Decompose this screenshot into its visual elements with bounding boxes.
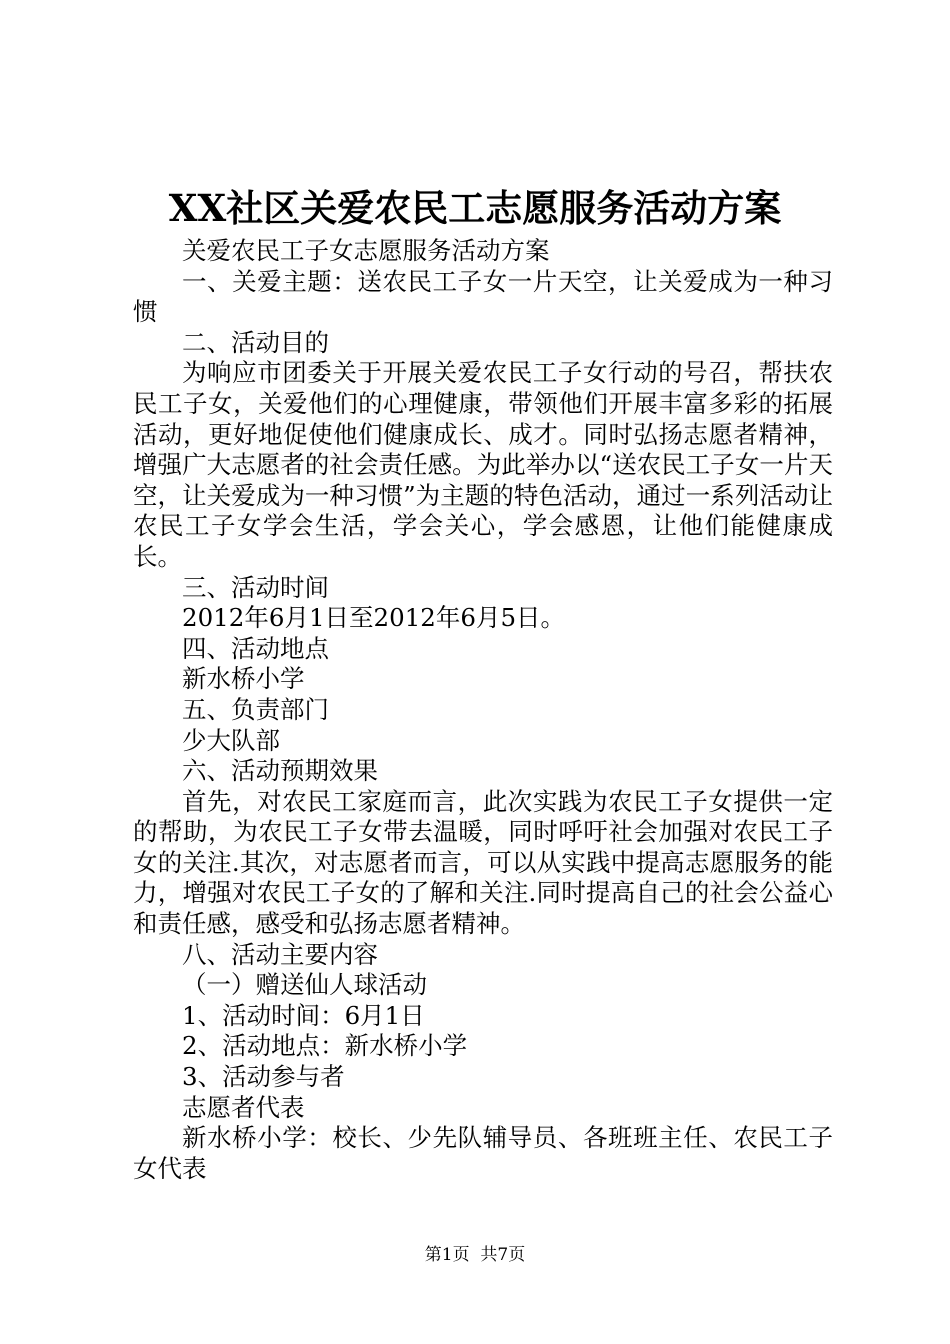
page-number-footer: 第1页 共7页 [424,1245,526,1265]
heading-location: 四、活动地点 [182,633,329,663]
heading-purpose: 二、活动目的 [182,327,329,357]
paragraph-time: 2012年6月1日至2012年6月5日。 [182,603,566,633]
heading-main-content: 八、活动主要内容 [182,939,378,969]
heading-department: 五、负责部门 [182,694,329,724]
list-item-activity-time: 1、活动时间：6月1日 [182,1000,425,1030]
paragraph-theme: 一、关爱主题：送农民工子女一片天空，让关爱成为一种习惯 [133,266,833,327]
heading-time: 三、活动时间 [182,572,329,602]
subheading-cactus-activity: （一）赠送仙人球活动 [182,970,427,1000]
paragraph-location: 新水桥小学 [182,664,305,694]
paragraph-volunteer-reps: 志愿者代表 [182,1092,305,1122]
list-item-participants: 3、活动参与者 [182,1062,345,1092]
list-item-activity-location: 2、活动地点：新水桥小学 [182,1031,468,1061]
paragraph-subtitle: 关爱农民工子女志愿服务活动方案 [182,236,550,265]
heading-expected-effect: 六、活动预期效果 [182,756,378,786]
page-title: XX社区关爱农民工志愿服务活动方案 [168,186,782,230]
paragraph-department: 少大队部 [182,725,280,755]
paragraph-school-participants: 新水桥小学：校长、少先队辅导员、各班班主任、农民工子女代表 [133,1123,833,1183]
paragraph-purpose: 为响应市团委关于开展关爱农民工子女行动的号召，帮扶农民工子女，关爱他们的心理健康，带领他们开展丰富多彩的拓展活动，更好地促使他们健康成长、成才。同时弘扬志愿者精神，增强广大志愿者的社会责任感。为此举办以“送农民工子女一片天空，让关爱成为一种习惯”为主题的特色活动，通过一系列活动让农民工子女学会生活，学会关心，学会感恩，让他们能健康成长。 [133,358,833,571]
paragraph-expected-effect: 首先，对农民工家庭而言，此次实践为农民工子女提供一定的帮助，为农民工子女带去温暖，同时呼吁社会加强对农民工子女的关注.其次，对志愿者而言，可以从实践中提高志愿服务的能力，增强对农民工子女的了解和关注.同时提高自己的社会公益心和责任感，感受和弘扬志愿者精神。 [133,786,833,939]
document-body [133,236,833,1184]
